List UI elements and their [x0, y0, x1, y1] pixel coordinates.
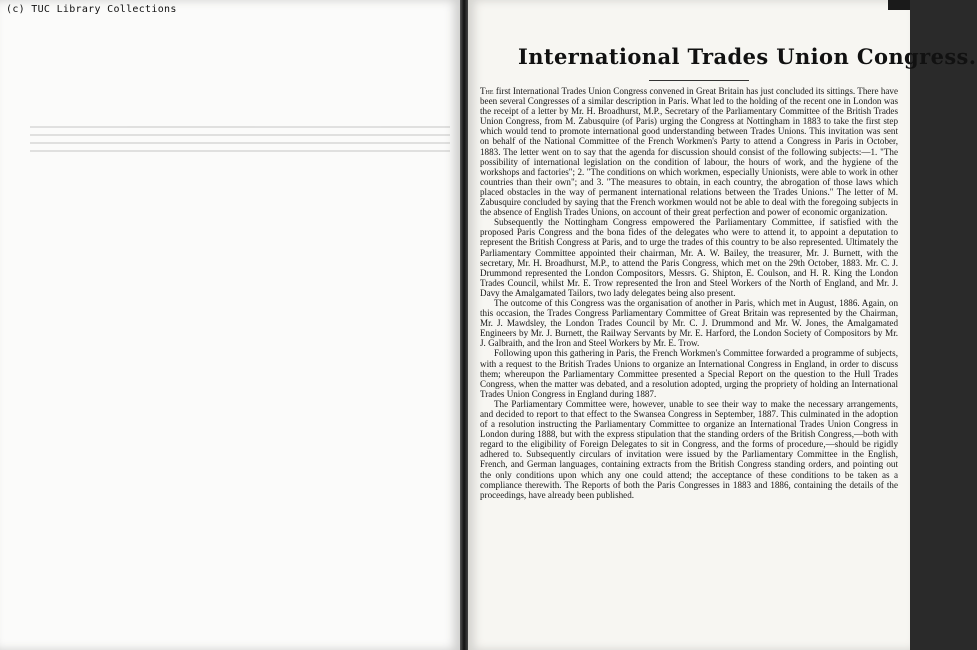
title-underline [649, 80, 749, 81]
show-through-bleed [30, 8, 450, 158]
paragraph-4 [480, 348, 898, 398]
paragraph-3 [480, 298, 898, 348]
paragraph-text: Subsequently the Nottingham Congress empowered the Parliamentary Committee, if satisfied with the proposed Paris Congress and the bona fides of the delegates who were to attend it, to appoint a deputation to represent the British Congress at Paris, and to urge the trades of this country to be also represented. Ultimately the Parliamentary Committee appointed their chairman, Mr. A. W. Bailey, the treasurer, Mr. J. Burnett, with the secretary, Mr. H. Broadhurst, M.P., to attend the Paris Congress, which met on the 29th October, 1883. Mr. C. J. Drummond represented the London Compositors, Messrs. G. Shipton, E. Coulson, and H. R. King the London Trades Council, whilst Mr. E. Trow represented the Iron and Steel Workers of the North of England, and Mr. J. Davy the Amalgamated Tailors, two lady delegates being also present. [480, 217, 898, 298]
book-gutter [460, 0, 468, 650]
paragraph-1 [480, 86, 898, 217]
paragraph-text: first International Trades Union Congress convened in Great Britain has just concluded its sittings. There have been several Congresses of a similar description in Paris. What led to the holding of the recent one in London was the receipt of a letter by Mr. H. Broadhurst, M.P., Secretary of the Parliamentary Committee of the British Trades Union Congress, from M. Zabusquire (of Paris) urging the Congress at Nottingham in 1883 to take the first step which would tend to promote international good understanding between Trades Unions. This invitation was sent on behalf of the National Committee of the French Workmen's Party to attend a Congress in Paris in October, 1883. The letter went on to say that the agenda for discussion should consist of the following subjects:—1. "The possibility of international legislation on the condition of labour, the hours of work, and the hygiene of the workshops and factories"; 2. "The conditions on which workmen, especially Unionists, were able to work in other countries than their own"; and 3. "The measures to obtain, in each country, the abrogation of those laws which placed obstacles in the way of permanent international relations between the Trades Unions." The letter of M. Zabusquire concluded by saying that the French workmen would not be able to deal with the foregoing subjects in the absence of English Trades Unions, on account of their great perfection and power of economic organization. [480, 86, 898, 218]
right-page [468, 0, 977, 650]
corner-tab [888, 0, 910, 10]
article-body [480, 86, 898, 500]
paragraph-5 [480, 399, 898, 500]
watermark-text: (c) TUC Library Collections [6, 4, 177, 15]
paragraph-2 [480, 217, 898, 298]
left-page [0, 0, 460, 650]
paragraph-text: Following upon this gathering in Paris, the French Workmen's Committee forwarded a programme of subjects, with a request to the British Trades Unions to organize an International Congress in England, in order to discuss them; whereupon the Parliamentary Committee presented a Special Report on the question to the Hull Trades Congress, when the matter was debated, and a resolution adopted, urging the propriety of holding an International Trades Union Congress in England during 1887. [480, 348, 898, 399]
page-title: International Trades Union Congress. [518, 44, 977, 69]
paragraph-text: The outcome of this Congress was the organisation of another in Paris, which met in August, 1886. Again, on this occasion, the Trades Congress Parliamentary Committee of Great Britain was represented by the Chairman, Mr. J. Mawdsley, the London Trades Council by Mr. C. J. Drummond and Mr. W. Jones, the Amalgamated Engineers by Mr. J. Burnett, the Railway Servants by Mr. E. Harford, the London Society of Compositors by Mr. J. Galbraith, and the Iron and Steel Workers by Mr. E. Trow. [480, 297, 898, 349]
paragraph-text: The Parliamentary Committee were, however, unable to see their way to make the necessary arrangements, and decided to report to that effect to the Swansea Congress in September, 1887. This culminated in the adoption of a resolution instructing the Parliamentary Committee to organize an International Trades Union Congress in London during 1888, but with the express stipulation that the standing orders of the British Congress,—both with regard to the eligibility of Foreign Delegates to sit in Congress, and the forms of procedure,—should be rigidly adhered to. Subsequently circulars of invitation were issued by the Parliamentary Committee in the English, French, and German languages, containing extracts from the British Congress standing orders, and pointing out the only conditions upon which any one could attend; the acceptance of these conditions to be taken as a compliance therewith. The Reports of both the Paris Congresses in 1883 and 1886, containing the details of the proceedings, have already been published. [480, 398, 898, 500]
paragraph-lead: The [480, 86, 494, 96]
